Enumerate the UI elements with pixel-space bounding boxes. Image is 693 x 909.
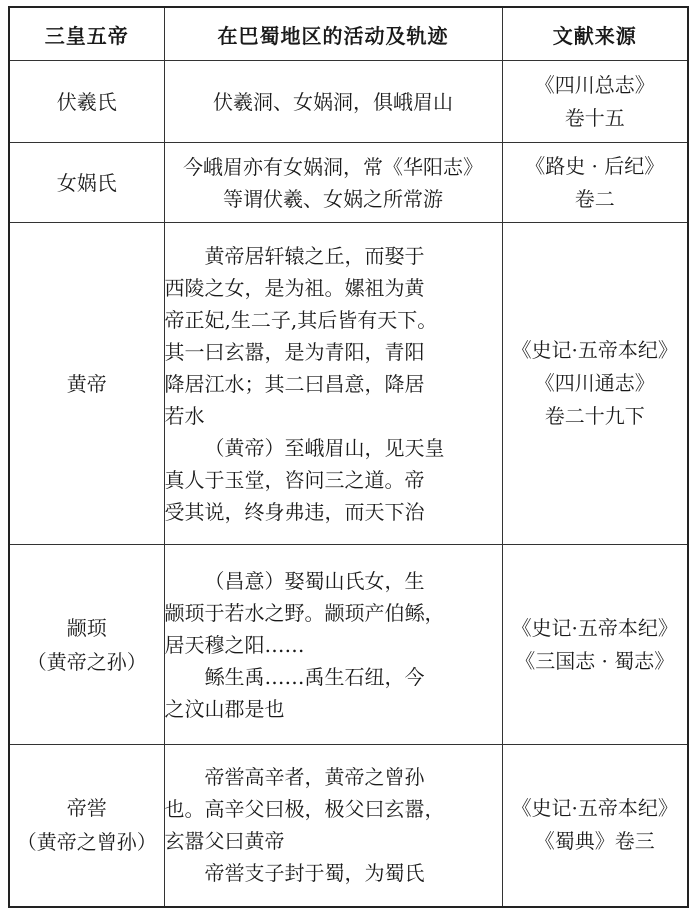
table-row-fuxi: [9, 61, 688, 143]
emperor-cell: [9, 61, 164, 143]
emperor-name: 黄帝: [66, 371, 107, 396]
emperor-name: 帝喾: [66, 796, 107, 821]
activity-line: （黄帝）至峨眉山，见天皇: [204, 435, 445, 460]
activity-line: 受其说，终身弗违，而天下治: [164, 499, 425, 524]
source-line: 《路史 · 后纪》: [525, 153, 665, 178]
activity-line: 玄嚣父曰黄帝: [164, 829, 285, 854]
emperor-name: 伏羲氏: [56, 89, 117, 114]
activity-line: 之汶山郡是也: [164, 696, 285, 721]
source-line: 卷二十九下: [544, 404, 645, 428]
table-row-huangdi: [9, 223, 688, 545]
activity-cell: [164, 745, 502, 907]
activity-line: 颛顼于若水之野。颛顼产伯鲧，: [164, 600, 445, 625]
source-cell: [502, 745, 688, 907]
emperor-cell: [9, 143, 164, 223]
activity-line: 鲧生禹……禹生石纽，今: [204, 664, 425, 689]
activity-line: 降居江水；其二曰昌意，降居: [164, 371, 425, 396]
activity-cell: [164, 545, 502, 745]
source-line: 《史记·五帝本纪》: [511, 796, 678, 821]
activity-line: 今峨眉亦有女娲洞，常《华阳志》: [183, 154, 483, 179]
header-activity: 在巴蜀地区的活动及轨迹: [164, 7, 502, 61]
source-line: 《史记·五帝本纪》: [511, 338, 678, 362]
emperor-name: 女娲氏: [56, 170, 117, 195]
table-header-row: [9, 7, 688, 61]
activity-line: 帝喾支子封于蜀，为蜀氏: [204, 861, 425, 886]
activity-line: 帝喾高辛者，黄帝之曾孙: [204, 765, 425, 790]
source-line: 《四川总志》: [534, 72, 655, 97]
emperor-lineage: （黄帝之孙）: [26, 649, 147, 674]
emperor-cell: [9, 223, 164, 545]
table-row-diku: [9, 745, 688, 907]
activity-line: 若水: [164, 403, 205, 428]
table-row-nuwa: [9, 143, 688, 223]
emperor-name: 颛顼: [66, 615, 107, 640]
activity-line: 黄帝居轩辕之丘，而娶于: [204, 243, 425, 268]
activity-line: 其一曰玄嚣，是为青阳，青阳: [164, 339, 425, 364]
activity-cell: [164, 143, 502, 223]
source-cell: [502, 545, 688, 745]
source-cell: [502, 61, 688, 143]
source-cell: [502, 223, 688, 545]
header-source: 文献来源: [502, 7, 688, 61]
activity-cell: [164, 61, 502, 143]
activity-line: 西陵之女，是为祖。嫘祖为黄: [164, 275, 425, 300]
source-line: 卷十五: [564, 105, 625, 130]
table-row-zhuanxu: [9, 545, 688, 745]
activity-line: 居天穆之阳……: [164, 632, 305, 657]
source-line: 《史记·五帝本纪》: [511, 615, 678, 640]
source-line: 《蜀典》卷三: [534, 829, 655, 854]
emperor-cell: [9, 545, 164, 745]
emperor-cell: [9, 745, 164, 907]
activity-cell: [164, 223, 502, 545]
activity-line: 帝正妃,生二子,其后皆有天下。: [164, 307, 438, 332]
history-table: [8, 6, 689, 908]
activity-line: 真人于玉堂，咨问三之道。帝: [164, 467, 425, 492]
activity-line: 伏羲洞、女娲洞，俱峨眉山: [213, 89, 453, 114]
activity-line: 等谓伏羲、女娲之所常游: [223, 186, 443, 211]
activity-line: （昌意）娶蜀山氏女，生: [204, 568, 425, 593]
source-line: 卷二: [574, 186, 615, 211]
source-cell: [502, 143, 688, 223]
source-line: 《四川通志》: [534, 371, 655, 395]
source-line: 《三国志 · 蜀志》: [515, 648, 675, 673]
header-emperor: 三皇五帝: [9, 7, 164, 61]
activity-line: 也。高辛父曰极，极父曰玄嚣，: [164, 797, 445, 822]
emperor-lineage: （黄帝之曾孙）: [16, 830, 157, 855]
